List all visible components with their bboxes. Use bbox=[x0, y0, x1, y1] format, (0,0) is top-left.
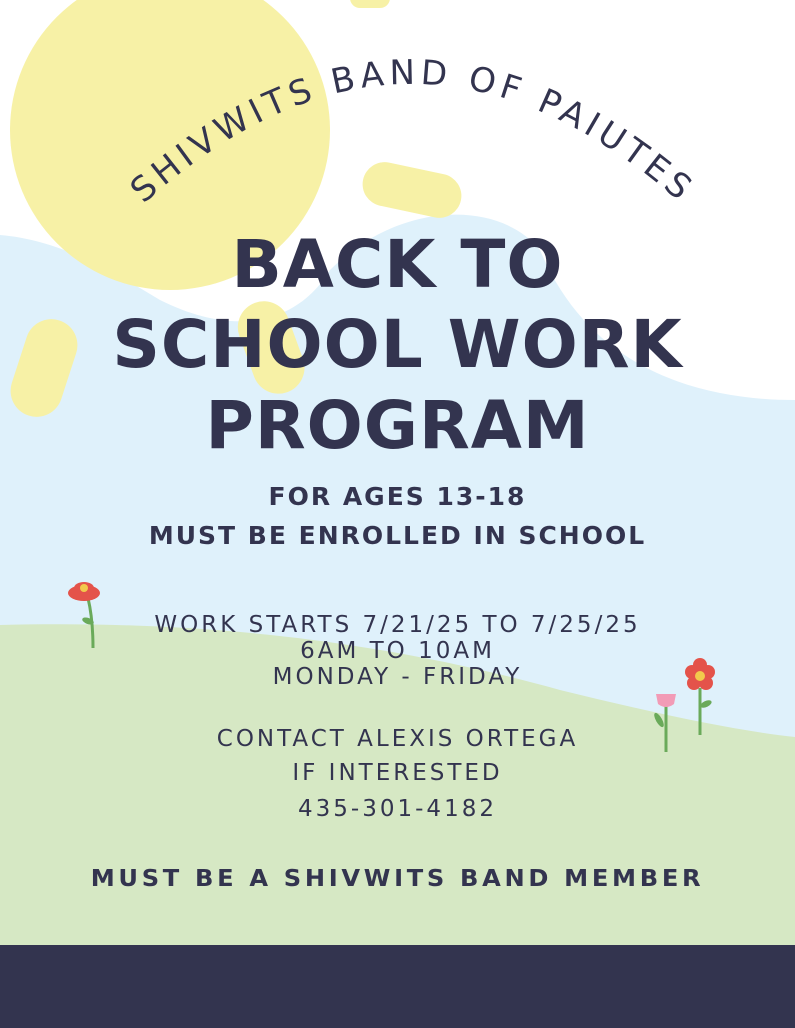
age-requirement: FOR AGES 13-18 bbox=[268, 482, 527, 511]
program-title-line-3: PROGRAM bbox=[205, 387, 590, 464]
organization-name-text: SHIVWITS BAND OF PAIUTES bbox=[122, 52, 703, 212]
footer-bar bbox=[0, 945, 795, 1028]
membership-requirement: MUST BE A SHIVWITS BAND MEMBER bbox=[90, 866, 705, 892]
work-hours: 6AM TO 10AM bbox=[300, 638, 495, 664]
sun-ray bbox=[350, 0, 390, 8]
program-title-line-1: BACK TO bbox=[231, 226, 564, 303]
work-days: MONDAY - FRIDAY bbox=[272, 664, 523, 690]
work-dates: WORK STARTS 7/21/25 TO 7/25/25 bbox=[154, 612, 641, 638]
contact-phone: 435-301-4182 bbox=[298, 796, 497, 822]
contact-note: IF INTERESTED bbox=[292, 760, 503, 786]
program-title-line-2: SCHOOL WORK bbox=[112, 306, 683, 383]
contact-name: CONTACT ALEXIS ORTEGA bbox=[216, 726, 579, 752]
enrollment-requirement: MUST BE ENROLLED IN SCHOOL bbox=[148, 521, 647, 550]
